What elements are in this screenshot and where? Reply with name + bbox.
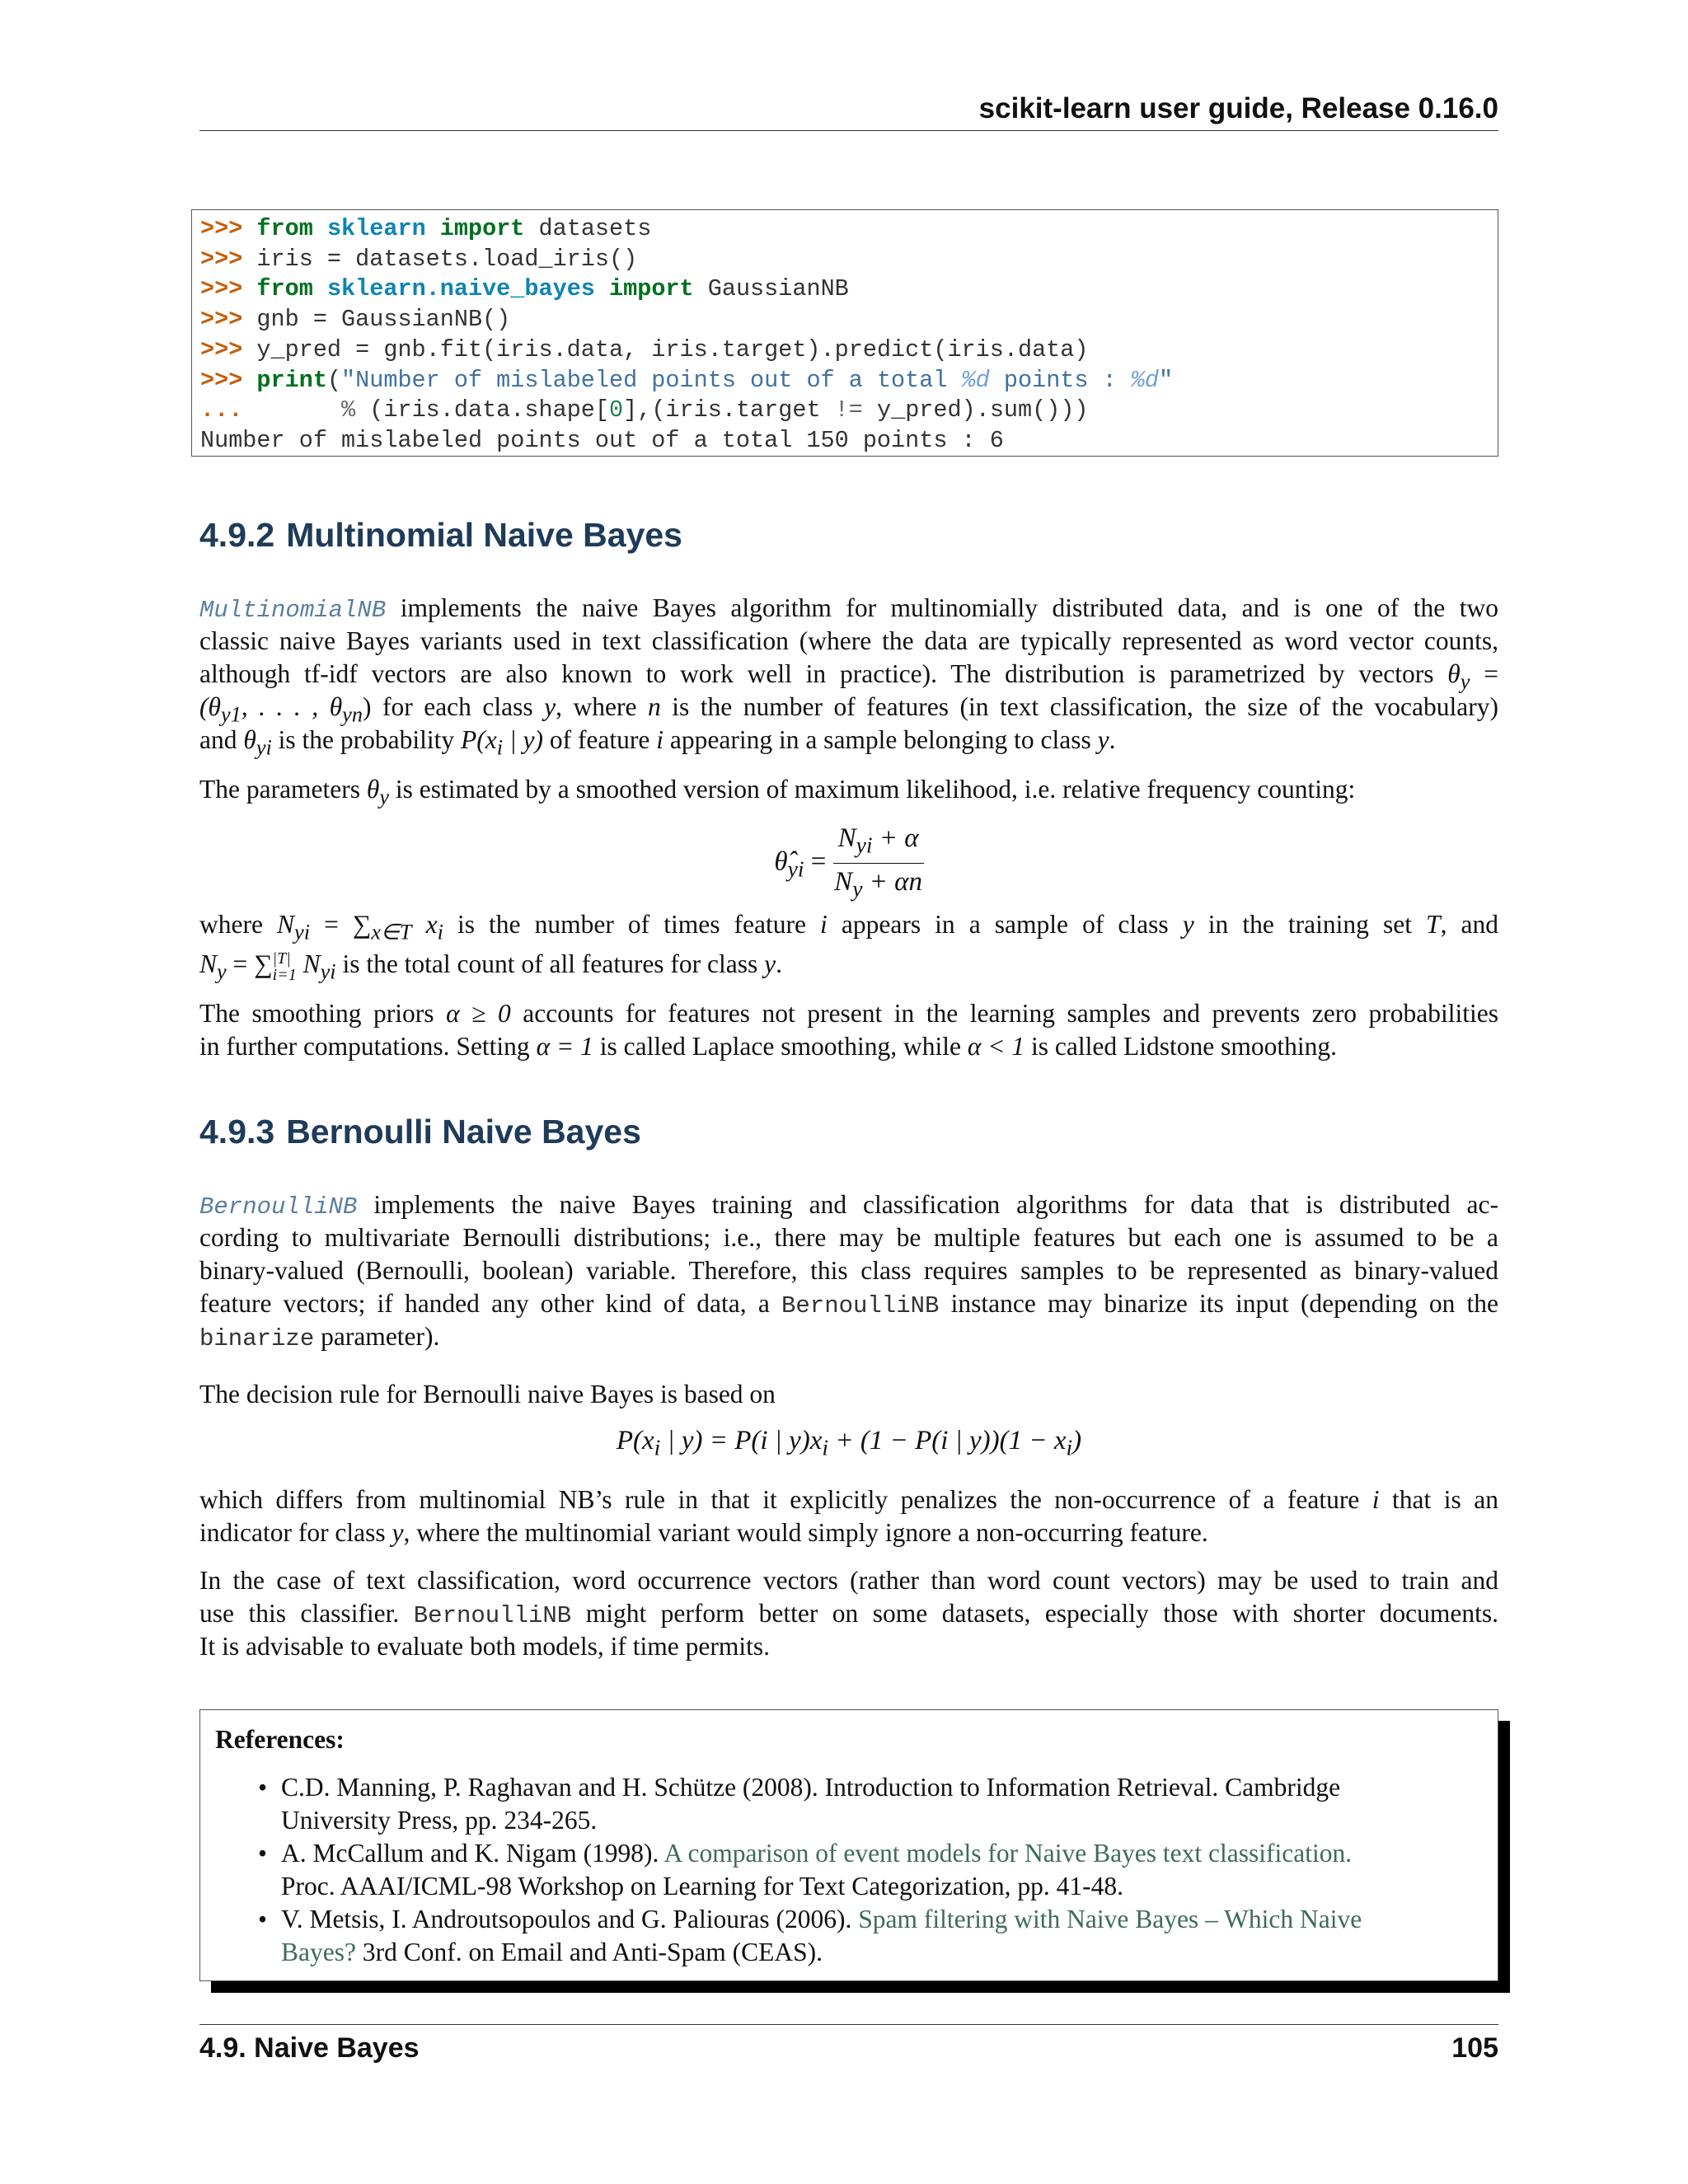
bernoullinb-link[interactable]: BernoulliNB bbox=[199, 1193, 358, 1221]
bernoulli-paragraph-4: In the case of text classification, word occurrence vectors (rather than word count vectors) may be used to train and use this classifier. BernoulliNB might perform better on some datasets, especially those with shorter documents. It is advisable to evaluate both models, if time permits. bbox=[199, 1566, 1498, 1661]
bernoulli-decision-rule-formula: $P(x_i$ | y) = P(i | $y)x_i + (1 - P(i$ | $y))(1 - x_i)$ bbox=[616, 1426, 1082, 1460]
reference-item: • V. Metsis, I. Androutsopoulos and G. Paliouras (2006). Spam filtering with Naive Bayes – Which Naive Bayes? 3rd Conf. on Email and Anti-Spam (CEAS). bbox=[281, 1903, 1483, 1969]
bernoulli-paragraph-2: The decision rule for Bernoulli naive Bayes is based on bbox=[199, 1380, 776, 1408]
code-line-7: ... % (iris.data.shape[0],(iris.target != y_pred).sum())) bbox=[200, 396, 1089, 424]
code-line-3: >>> from sklearn.naive_bayes import GaussianNB bbox=[200, 275, 849, 303]
bernoulli-paragraph-3: which differs from multinomial NB’s rule in that it explicitly penalizes the non-occurrence of a feature i that is an indicator for class y, where the multinomial variant would simply ignore a non-occurring feature. bbox=[199, 1485, 1498, 1547]
code-line-4: >>> gnb = GaussianNB() bbox=[200, 306, 511, 334]
references-list bbox=[215, 1771, 1483, 1969]
multinomial-estimate-formula: $\thetâ_{yi}$ = $\frac{N_{yi} + \alpha}{N_y + \alpha n}$ bbox=[199, 821, 1498, 907]
page-number: 105 bbox=[1451, 2032, 1498, 2064]
spam-filtering-link-cont[interactable]: Bayes? bbox=[281, 1938, 356, 1966]
code-line-6: >>> print("Number of mislabeled points out of a total %d points : %d" bbox=[200, 366, 1174, 394]
bernoulli-paragraph-1: BernoulliNB implements the naive Bayes training and classification algorithms for data that is distributed ac- cording to multivariate Bernoulli distributions; i.e., there may be multiple features but each one is assumed to be a binary-valued (Bernoulli, boolean) variable. Therefore, this class requires samples to be represented as binary-valued feature vectors; if handed any other kind of data, a BernoulliNB instance may binarize its input (depending on the binarize parameter). bbox=[199, 1190, 1498, 1352]
spam-filtering-link[interactable]: Spam filtering with Naive Bayes – Which Naive bbox=[858, 1905, 1362, 1933]
code-line-2: >>> iris = datasets.load_iris() bbox=[200, 245, 638, 273]
footer-rule bbox=[199, 2024, 1498, 2025]
mccallum-nigam-link[interactable]: A comparison of event models for Naive Bayes text classification. bbox=[663, 1839, 1353, 1868]
multinomial-paragraph-1: MultinomialNB implements the naive Bayes algorithm for multinomially distributed data, and is one of the two classic naive Bayes variants used in text classification (where the data are typically represented as word vector counts, although tf-idf vectors are also known to work well in practice). The distribution is parametrized by vectors $\theta_y$ = ($\theta_{y1}$, . . . , $\theta_{yn}$) for each class y, where n is the number of features (in text classification, the size of the vocabulary) and $\theta_{yi}$ is the probability $P(x_i$ | y) of feature i appearing in a sample belonging to class y. bbox=[199, 593, 1498, 760]
references-box bbox=[199, 1709, 1498, 1981]
multinomial-paragraph-4: The smoothing priors α ≥ 0 accounts for features not present in the learning samples and prevents zero probabilities in further computations. Setting α = 1 is called Laplace smoothing, while α < 1 is called Lidstone smoothing. bbox=[199, 999, 1498, 1061]
multinomial-paragraph-3: where $N_{yi} = \sum_{x\in T}$ $x_i$ is the number of times feature i appears in a sample of class y in the training set T, and $N_y$ = ∑ |T| i=1 $N_{yi}$ is the total count of all features for class y. bbox=[199, 910, 1499, 984]
code-line-1: >>> from sklearn import datasets bbox=[200, 215, 652, 242]
references-title: References: bbox=[215, 1725, 345, 1754]
code-example-box bbox=[191, 209, 1498, 457]
footer-section: 4.9. Naive Bayes bbox=[199, 2032, 420, 2064]
reference-item: • A. McCallum and K. Nigam (1998). A comparison of event models for Naive Bayes text classification. Proc. AAAI/ICML-98 Workshop on Learning for Text Categorization, pp. 41-48. bbox=[281, 1837, 1483, 1903]
code-line-5: >>> y_pred = gnb.fit(iris.data, iris.target).predict(iris.data) bbox=[200, 335, 1089, 363]
code-output-line: Number of mislabeled points out of a total 150 points : 6 bbox=[200, 426, 1004, 454]
section-title-4-9-2: 4.9.2 Multinomial Naive Bayes bbox=[199, 516, 682, 554]
running-header: scikit-learn user guide, Release 0.16.0 bbox=[978, 92, 1498, 124]
section-title-4-9-3: 4.9.3 Bernoulli Naive Bayes bbox=[199, 1113, 641, 1151]
header-rule bbox=[199, 130, 1498, 131]
reference-item: • C.D. Manning, P. Raghavan and H. Schütze (2008). Introduction to Information Retrieval. Cambridge University Press, pp. 234-265. bbox=[281, 1771, 1483, 1837]
multinomialnb-link[interactable]: MultinomialNB bbox=[199, 597, 387, 624]
multinomial-paragraph-2: The parameters $\theta_y$ is estimated by a smoothed version of maximum likelihood, i.e. relative frequency counting: bbox=[199, 775, 1356, 809]
